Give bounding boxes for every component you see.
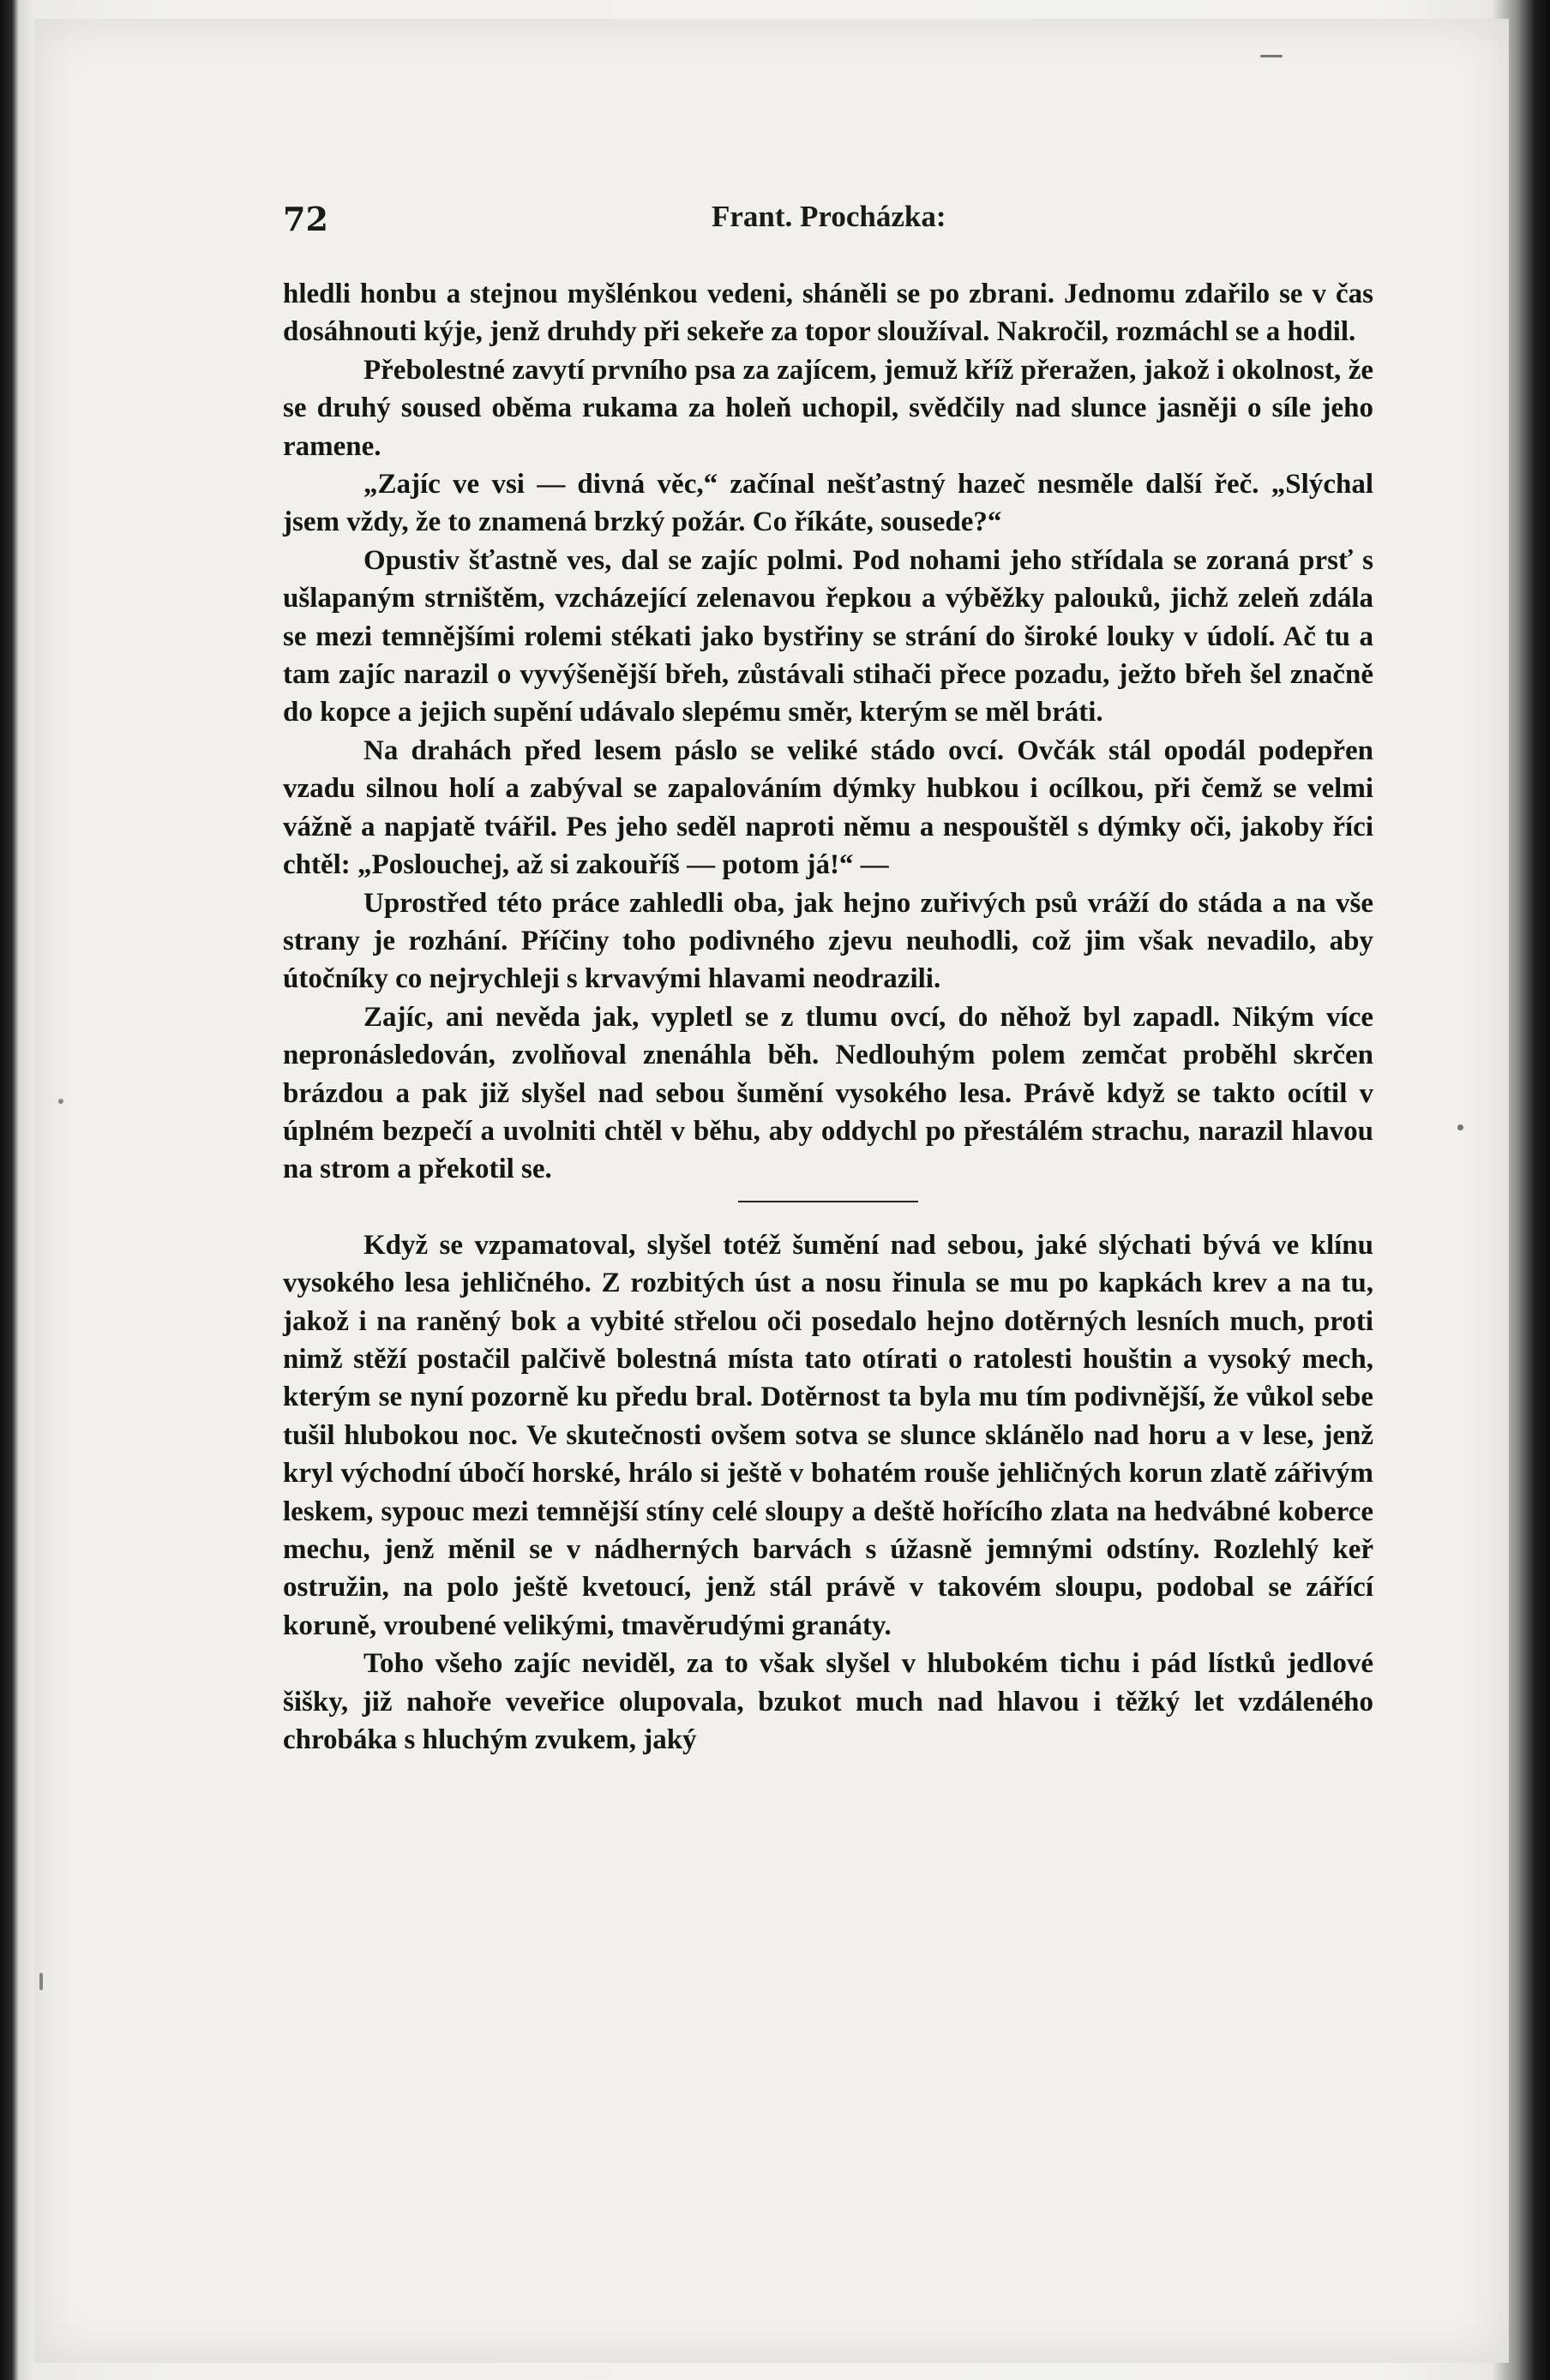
scan-speck	[1457, 1124, 1463, 1130]
paragraph: Opustiv šťastně ves, dal se zajíc polmi. Pod nohami jeho střídala se zoraná prsť s ušlapaným strništěm, vzcházející zelenavou řepkou a výběžky palouků, jichž zeleň zdála se mezi temnějšími rolemi stékati jako bystřiny se strání do široké louky v údolí. Ač tu a tam zajíc narazil o vyvýšenější břeh, zůstávali stihači přece pozadu, ježto břeh šel značně do kopce a jejich supění udávalo slepému směr, kterým se měl bráti.	[283, 544, 1373, 728]
body-text	[283, 275, 1373, 1759]
scan-speck	[39, 1973, 43, 1990]
scan-speck	[1260, 55, 1283, 57]
running-title: Frant. Procházka:	[712, 200, 946, 233]
paragraph: hledli honbu a stejnou myšlénkou vedeni, sháněli se po zbrani. Jednomu zdařilo se v čas dosáhnouti kýje, jenž druhdy při sekeře za topor sloužíval. Nakročil, rozmáchl se a hodil.	[283, 279, 1373, 348]
paragraph: Toho všeho zajíc neviděl, za to však slyšel v hlubokém tichu i pád lístků jedlové šišky, již nahoře veveřice olupovala, bzukot much nad hlavou i těžký let vzdáleného chrobáka s hluchým zvukem, jaký	[283, 1648, 1373, 1756]
paragraph: „Zajíc ve vsi — divná věc,“ začínal nešťastný hazeč nesměle další řeč. „Slýchal jsem vždy, že to znamená brzký požár. Co říkáte, sousede?“	[283, 469, 1373, 538]
paragraph: Zajíc, ani nevěda jak, vypletl se z tlumu ovcí, do něhož byl zapadl. Nikým více nepronásledován, zvolňoval znenáhla běh. Nedlouhým polem zemčat proběhl skrčen brázdou a pak již slyšel nad sebou šumění vysokého lesa. Právě když se takto ocítil v úplném bezpečí a uvolniti chtěl v běhu, aby oddychl po přestálém strachu, narazil hlavou na strom a překotil se.	[283, 1001, 1373, 1185]
paragraph: Na drahách před lesem páslo se veliké stádo ovcí. Ovčák stál opodál podepřen vzadu silnou holí a zabýval se zapalováním dýmky hubkou i ocílkou, při čemž se velmi vážně a napjatě tvářil. Pes jeho seděl naproti němu a nespouštěl s dýmky oči, jakoby říci chtěl: „Poslouchej, až si zakouříš — potom já!“ —	[283, 734, 1373, 881]
paragraph: Když se vzpamatoval, slyšel totéž šumění nad sebou, jaké slýchati bývá ve klínu vysokého lesa jehličného. Z rozbitých úst a nosu řinula se mu po kapkách krev a na tu, jakož i na raněný bok a vybité střelou oči posedalo hejno dotěrných lesních much, proti nimž stěží postačil palčivě bolestná místa tato otírati o ratolesti houštin a vysoký mech, kterým se nyní pozorně ku předu bral. Dotěrnost ta byla mu tím podivnější, že vůkol sebe tušil hlubokou noc. Ve skutečnosti ovšem sotva se slunce sklánělo nad horu a v lese, jenž kryl východní úbočí horské, hrálo si ještě v bohatém rouše jehličných korun zlatě zářivým leskem, sypouc mezi temnější stíny celé sloupy a deště hořícího zlata na hedvábné koberce mechu, jenž měnil se v nádherných barvách s úžasně jemnými odstíny. Rozlehlý keř ostružin, na polo ještě kvetoucí, jenž stál právě v takovém sloupu, podobal se zářící koruně, vroubené velikými, tmavěrudými granáty.	[283, 1229, 1373, 1641]
section-separator	[738, 1201, 918, 1202]
page-header	[283, 200, 1397, 243]
paragraph: Uprostřed této práce zahledli oba, jak hejno zuřivých psů vráží do stáda a na vše strany je rozhání. Příčiny toho podivného zjevu neuhodli, což jim však nevadilo, aby útočníky co nejrychleji s krvavými hlavami neodrazili.	[283, 887, 1373, 995]
scan-speck	[58, 1099, 63, 1104]
page-number: 72	[283, 200, 328, 238]
paragraph: Přebolestné zavytí prvního psa za zajícem, jemuž kříž přeražen, jakož i okolnost, že se druhý soused oběma rukama za holeň uchopil, svědčily nad slunce jasněji o síle jeho ramene.	[283, 354, 1373, 462]
